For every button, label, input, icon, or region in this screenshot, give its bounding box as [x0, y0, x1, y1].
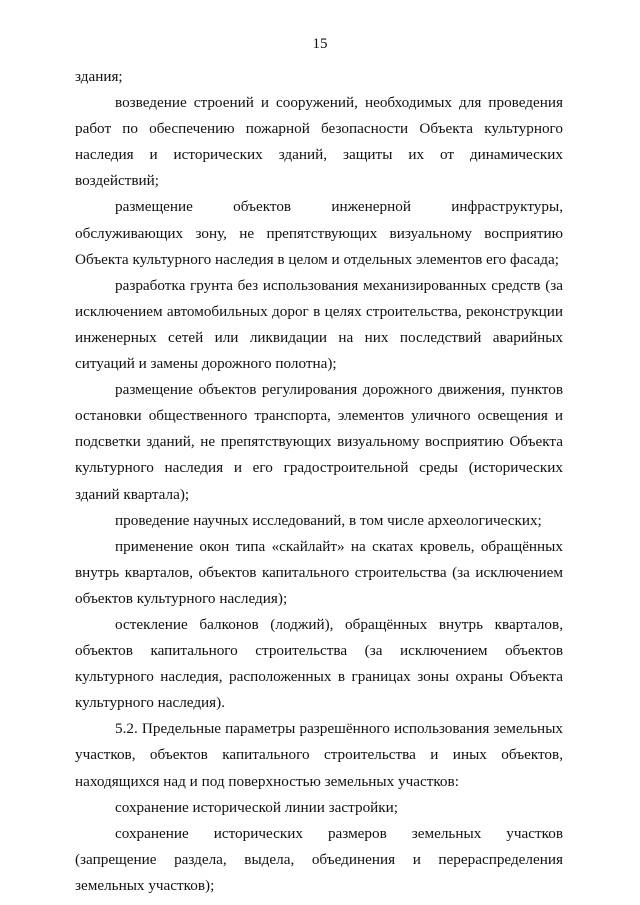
paragraph-building-line: сохранение исторической линии застройки; — [115, 798, 399, 816]
paragraph-skylight-windows: применение окон типа «скайлайт» на скатах кровель, обращённых внутрь кварталов, объектов капитального строительства (за исключением объектов культурного наследия); — [75, 537, 563, 607]
paragraph-balcony-glazing: остекление балконов (лоджий), обращённых внутрь кварталов, объектов капитального строительства (за исключением объектов культурного наследия, расположенных в границах зоны охраны Объекта культурного наследия). — [75, 615, 563, 712]
paragraph-continuation: здания; — [75, 68, 123, 85]
paragraph-scientific-research: проведение научных исследований, в том числе археологических; — [115, 511, 542, 529]
paragraph-engineering-infrastructure: размещение объектов инженерной инфраструктуры, обслуживающих зону, не препятствующих визуальному восприятию Объекта культурного наследия в целом и отдельных элементов его фасада; — [75, 198, 563, 268]
paragraph-traffic-and-lighting: размещение объектов регулирования дорожного движения, пунктов остановки общественного транспорта, элементов уличного освещения и подсветки зданий, не препятствующих визуальному восприятию Объекта культурного наследия и его градостроительной среды (исторических зданий квартала); — [75, 381, 563, 503]
page-number: 15 — [312, 36, 328, 52]
paragraph-fire-safety-structures: возведение строений и сооружений, необходимых для проведения работ по обеспечению пожарной безопасности Объекта культурного наследия и исторических зданий, защиты их от динамических воздействий; — [75, 94, 563, 190]
paragraph-land-plot-sizes: сохранение исторических размеров земельных участков (запрещение раздела, выдела, объединения и перераспределения земельных участков); — [75, 824, 563, 894]
document-body — [75, 64, 563, 899]
paragraph-section-5-2: 5.2. Предельные параметры разрешённого использования земельных участков, объектов капитального строительства и иных объектов, находящихся над и под поверхностью земельных участков: — [75, 720, 563, 790]
paragraph-soil-development: разработка грунта без использования механизированных средств (за исключением автомобильных дорог в целях строительства, реконструкции инженерных сетей или ликвидации на них последствий аварийных ситуаций и замены дорожного полотна); — [75, 276, 563, 373]
